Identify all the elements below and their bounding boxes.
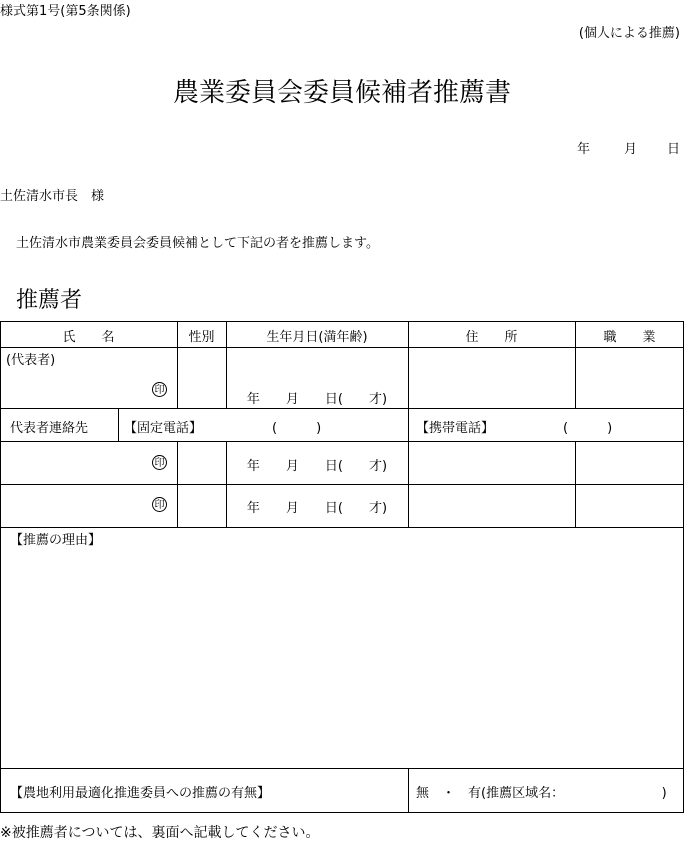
optimization-label: 【農地利用最適化推進委員への推薦の有無】 (10, 786, 271, 801)
footnote: ※被推薦者については、裏面へ記載してください。 (0, 825, 320, 841)
seal-mark: 印 (152, 455, 167, 470)
individual-recommendation-note: (個人による推薦) (578, 26, 680, 41)
section-title-recommender: 推薦者 (16, 288, 83, 313)
landline-paren[interactable]: ( ) (272, 421, 322, 436)
representative-label: (代表者) (6, 353, 56, 368)
document-title: 農業委員会委員候補者推薦書 (172, 78, 511, 108)
mobile-label: 【携帯電話】 (416, 421, 495, 436)
header-occupation: 職 業 (603, 330, 656, 345)
date-month: 月 (623, 142, 637, 157)
date-year: 年 (576, 142, 590, 157)
seal-mark: 印 (152, 497, 167, 512)
mobile-paren[interactable]: ( ) (563, 421, 613, 436)
date-line (577, 138, 680, 157)
header-name: 氏 名 (62, 330, 115, 345)
birth-date-field[interactable]: 年 月 日( 才) (246, 459, 388, 474)
header-gender: 性別 (188, 330, 215, 345)
form-number: 様式第1号(第5条関係) (0, 4, 131, 19)
intro-sentence: 土佐清水市農業委員会委員候補として下記の者を推薦します。 (16, 236, 379, 251)
contact-label: 代表者連絡先 (10, 421, 89, 436)
birth-date-field[interactable]: 年 月 日( 才) (246, 392, 388, 407)
date-day: 日 (666, 142, 680, 157)
header-address: 住 所 (465, 330, 518, 345)
landline-label: 【固定電話】 (124, 421, 203, 436)
addressee: 土佐清水市長 様 (0, 189, 105, 204)
seal-mark: 印 (152, 382, 167, 397)
optimization-choice[interactable]: 無 ・ 有(推薦区域名： ) (416, 786, 667, 801)
reason-label: 【推薦の理由】 (10, 533, 102, 548)
birth-date-field[interactable]: 年 月 日( 才) (246, 501, 388, 516)
header-birth: 生年月日(満年齢) (266, 330, 368, 345)
